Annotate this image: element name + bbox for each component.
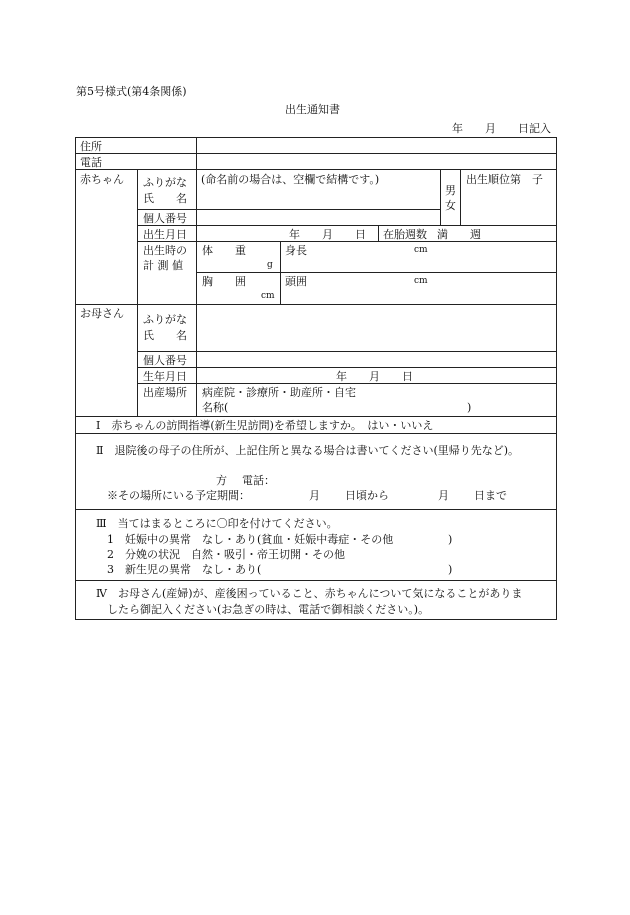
chest-unit: cm xyxy=(261,291,275,301)
mother-name-label: 氏 名 xyxy=(143,329,187,342)
delivery-method-item[interactable]: 2 分娩の状況 自然・吸引・帝王切開・その他 xyxy=(107,548,345,561)
return-phone-label: 電話： xyxy=(242,474,275,487)
weight-unit: g xyxy=(267,260,273,270)
baby-name-label: 氏 名 xyxy=(143,192,187,205)
date-line: 年 月 日記入 xyxy=(452,122,551,135)
address-label: 住所 xyxy=(80,140,102,153)
pregnancy-abnormality-item[interactable]: 1 妊娠中の異常 なし・あり(貧血・妊娠中毒症・その他 xyxy=(107,533,394,546)
visit-request-question[interactable]: Ⅰ 赤ちゃんの訪問指導(新生児訪問)を希望しますか。 はい・いいえ xyxy=(96,419,434,432)
mother-name-field[interactable] xyxy=(197,305,555,350)
measurement-label-2: 計 測 値 xyxy=(143,259,183,272)
concerns-question-line-1: Ⅳ お母さん(産婦)が、産後困っていること、赤ちゃんについて気になることがありま xyxy=(96,587,523,600)
care-of-label: 方 xyxy=(216,474,227,487)
mother-id-number-label: 個人番号 xyxy=(143,354,187,367)
phone-label: 電話 xyxy=(80,156,102,169)
sex-female-option[interactable]: 女 xyxy=(445,199,456,212)
form-number: 第5号様式(第4条関係) xyxy=(76,85,187,98)
stay-to-day: 日まで xyxy=(474,489,507,502)
height-label: 身長 xyxy=(285,244,307,257)
birth-order: 出生順位第 子 xyxy=(466,173,543,186)
concerns-question-line-2: したら御記入ください(お急ぎの時は、電話で御相談ください。)。 xyxy=(107,603,430,616)
stay-from-day: 日頃から xyxy=(345,489,389,502)
return-address-question: Ⅱ 退院後の母子の住所が、上記住所と異なる場合は書いてください(里帰り先など)。 xyxy=(96,444,520,457)
mother-section-label: お母さん xyxy=(80,307,124,320)
chest-label: 胸 囲 xyxy=(202,275,246,288)
baby-furigana-label: ふりがな xyxy=(143,176,187,189)
height-unit: cm xyxy=(414,245,428,255)
address-field[interactable] xyxy=(197,138,555,153)
delivery-place-label: 出産場所 xyxy=(143,386,187,399)
measurement-label-1: 出生時の xyxy=(143,244,187,257)
mother-birth-date-fields[interactable]: 年 月 日 xyxy=(336,370,413,383)
baby-birth-date-label: 出生月日 xyxy=(143,228,187,241)
mother-furigana-label: ふりがな xyxy=(143,313,187,326)
circle-instruction: Ⅲ 当てはまるところに〇印を付けてください。 xyxy=(96,517,338,530)
phone-field[interactable] xyxy=(197,154,555,169)
sex-male-option[interactable]: 男 xyxy=(445,184,456,197)
gestation-label: 在胎週数 xyxy=(383,228,427,241)
stay-from-month: 月 xyxy=(309,489,320,502)
delivery-place-name-label: 名称( xyxy=(202,401,229,414)
weight-label: 体 重 xyxy=(202,244,246,257)
gestation-fields[interactable]: 満 週 xyxy=(437,228,481,241)
head-unit: cm xyxy=(414,276,428,286)
head-label: 頭囲 xyxy=(285,275,307,288)
delivery-place-name-close: ) xyxy=(467,401,472,414)
baby-name-note: (命名前の場合は、空欄で結構です。) xyxy=(201,173,380,186)
newborn-abnormality-item[interactable]: 3 新生児の異常 なし・あり( xyxy=(107,563,262,576)
baby-id-number-label: 個人番号 xyxy=(143,212,187,225)
mother-id-number-field[interactable] xyxy=(197,352,555,367)
newborn-abnormality-close: ) xyxy=(448,563,453,576)
stay-period-label: ※その場所にいる予定期間： xyxy=(107,489,250,502)
baby-section-label: 赤ちゃん xyxy=(80,173,124,186)
mother-birth-date-label: 生年月日 xyxy=(143,370,187,383)
baby-birth-date-fields[interactable]: 年 月 日 xyxy=(289,228,366,241)
stay-to-month: 月 xyxy=(438,489,449,502)
form-title: 出生通知書 xyxy=(285,103,340,116)
baby-id-number-field[interactable] xyxy=(197,210,439,225)
baby-name-field[interactable] xyxy=(197,186,439,208)
pregnancy-abnormality-close: ) xyxy=(448,533,453,546)
delivery-place-options[interactable]: 病産院・診療所・助産所・自宅 xyxy=(202,386,356,399)
